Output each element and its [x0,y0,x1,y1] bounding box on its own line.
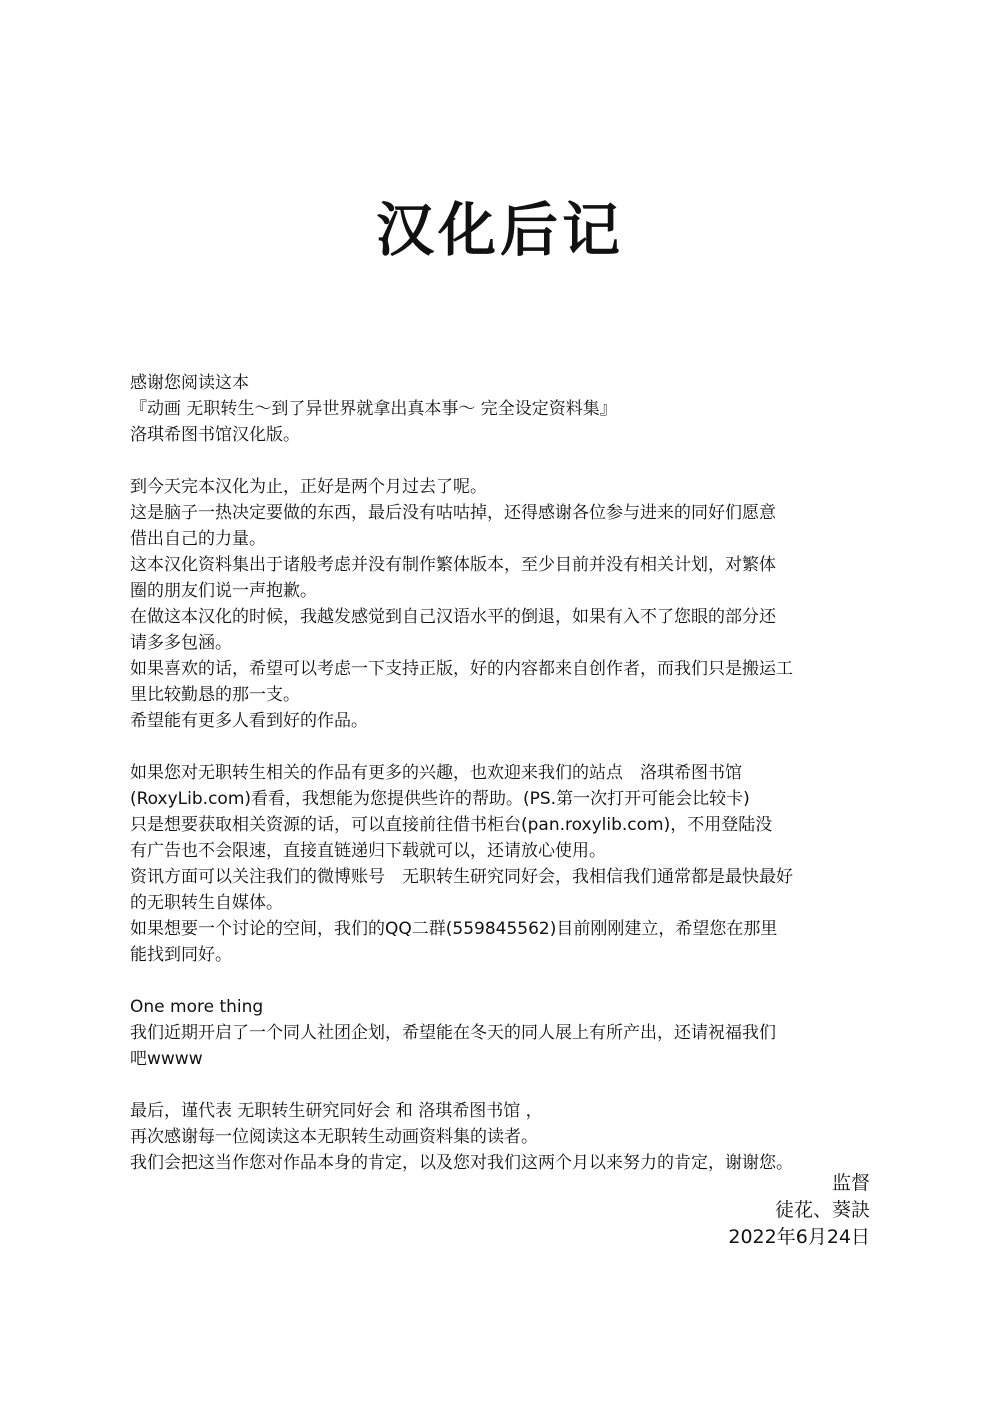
paragraph-one-more-thing [130,994,875,1072]
text-line: 里比较勤恳的那一支。 [130,685,300,705]
signature-block [728,1170,870,1251]
text-line: 如果喜欢的话，希望可以考虑一下支持正版，好的内容都来自创作者，而我们只是搬运工 [130,659,793,679]
signature-date: 2022年6月24日 [728,1226,870,1248]
text-line: One more thing [130,997,264,1017]
paragraph-story [130,474,875,734]
text-line: (RoxyLib.com)看看，我想能为您提供些许的帮助。(PS.第一次打开可能会比较卡) [130,789,750,809]
text-line: 我们近期开启了一个同人社团企划，希望能在冬天的同人展上有所产出，还请祝福我们 [130,1023,776,1043]
text-line: 感谢您阅读这本 [130,373,249,393]
signature-names: 徒花、葵訣 [774,1199,870,1221]
text-line: 圈的朋友们说一声抱歉。 [130,581,317,601]
text-line: 到今天完本汉化为止，正好是两个月过去了呢。 [130,477,487,497]
paragraph-links [130,760,875,968]
text-line: 能找到同好。 [130,945,232,965]
text-line: 有广告也不会限速，直接直链递归下载就可以，还请放心使用。 [130,841,606,861]
text-line: 洛琪希图书馆汉化版。 [130,425,300,445]
text-line: 我们会把这当作您对作品本身的肯定，以及您对我们这两个月以来努力的肯定，谢谢您。 [130,1153,793,1173]
text-line: 再次感谢每一位阅读这本无职转生动画资料集的读者。 [130,1127,538,1147]
paragraph-closing [130,1098,875,1176]
text-line: 只是想要获取相关资源的话，可以直接前往借书柜台(pan.roxylib.com)，不用登陆没 [130,815,773,835]
page-title: 汉化后记 [375,196,624,264]
text-line: 这是脑子一热决定要做的东西，最后没有咕咕掉，还得感谢各位参与进来的同好们愿意 [130,503,776,523]
signature-role: 监督 [831,1172,870,1194]
text-line: 吧wwww [130,1049,203,1069]
text-line: 如果您对无职转生相关的作品有更多的兴趣，也欢迎来我们的站点 洛琪希图书馆 [130,763,742,783]
afterword-body [130,370,875,1202]
text-line: 『动画 无职转生～到了异世界就拿出真本事～ 完全设定资料集』 [130,399,617,419]
text-line: 希望能有更多人看到好的作品。 [130,711,368,731]
text-line: 在做这本汉化的时候，我越发感觉到自己汉语水平的倒退，如果有入不了您眼的部分还 [130,607,776,627]
text-line: 资讯方面可以关注我们的微博账号 无职转生研究同好会，我相信我们通常都是最快最好 [130,867,793,887]
text-line: 请多多包涵。 [130,633,232,653]
text-line: 如果想要一个讨论的空间，我们的QQ二群(559845562)目前刚刚建立，希望您在那里 [130,919,778,939]
text-line: 这本汉化资料集出于诸般考虑并没有制作繁体版本，至少目前并没有相关计划，对繁体 [130,555,776,575]
paragraph-thanks [130,370,875,448]
text-line: 的无职转生自媒体。 [130,893,283,913]
text-line: 最后，谨代表 无职转生研究同好会 和 洛琪希图书馆 ， [130,1101,543,1121]
text-line: 借出自己的力量。 [130,529,266,549]
